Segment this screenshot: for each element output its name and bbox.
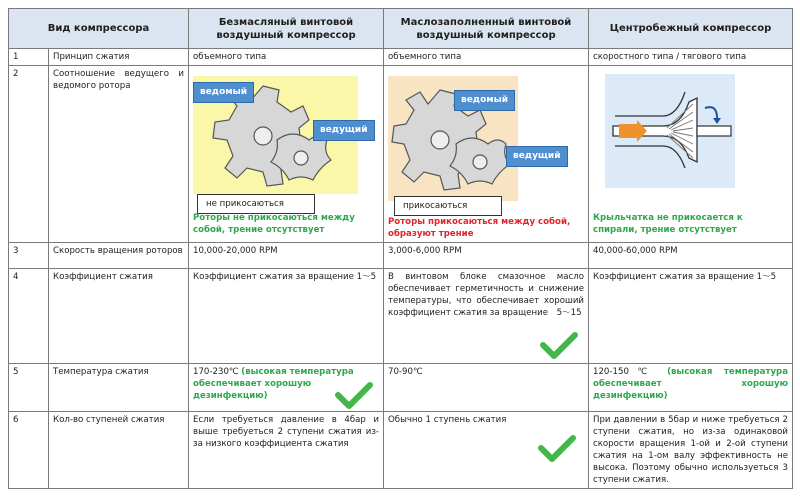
row-number: 3 bbox=[9, 243, 49, 269]
callout-not-touching: не прикосаються bbox=[197, 194, 315, 214]
cell-oilflooded: 70-90℃ bbox=[384, 364, 589, 412]
cell-centrifugal bbox=[589, 364, 793, 412]
row-label: Принцип сжатия bbox=[49, 49, 189, 66]
temp-value: 170-230℃ bbox=[193, 367, 239, 377]
oilflooded-text: В винтовом блоке смазочное масло обеспечивает герметичность и снижение температуры, что обеспечивает хороший коэффициент сжатия за вращение 5～15 bbox=[388, 272, 584, 318]
tag-driving: ведущий bbox=[506, 146, 568, 167]
callout-touching: прикосаються bbox=[394, 196, 502, 216]
row-label: Соотношение ведущего и ведомого ротора bbox=[49, 66, 189, 243]
row-label: Коэффициент сжатия bbox=[49, 269, 189, 364]
table-row bbox=[9, 364, 793, 412]
tag-driven: ведомый bbox=[454, 90, 515, 111]
cell-oilflooded: 3,000-6,000 RPM bbox=[384, 243, 589, 269]
cell-centrifugal: При давлении в 5бар и ниже требуеться 2 ступени сжатия, но из-за одинаковой скорости вращения 1-ой и 2-ой ступени сжатия на 1-ом валу эффективность не высока. Поэтому обычно используеться 3 ступени сжатия. bbox=[589, 412, 793, 489]
checkmark-icon bbox=[335, 381, 373, 409]
cell-oilfree: объемного типа bbox=[189, 49, 384, 66]
row-number: 5 bbox=[9, 364, 49, 412]
cell-centrifugal-diagram bbox=[589, 66, 793, 243]
cell-centrifugal: Коэффициент сжатия за вращение 1～5 bbox=[589, 269, 793, 364]
impeller-diagram bbox=[593, 68, 788, 208]
temp-value: 120-150℃ bbox=[593, 367, 656, 377]
cell-oilfree bbox=[189, 364, 384, 412]
cell-oilflooded bbox=[384, 412, 589, 489]
note-centrifugal: Крыльчатка не прикосается к спирали, трение отсутствует bbox=[593, 213, 743, 235]
row-number: 6 bbox=[9, 412, 49, 489]
header-centrifugal: Центробежный компрессор bbox=[589, 9, 793, 49]
row-number: 4 bbox=[9, 269, 49, 364]
cell-oilflooded: объемного типа bbox=[384, 49, 589, 66]
row-label: Температура сжатия bbox=[49, 364, 189, 412]
tag-driving: ведущий bbox=[313, 120, 375, 141]
cell-centrifugal: скоростного типа / тягового типа bbox=[589, 49, 793, 66]
checkmark-icon bbox=[540, 331, 578, 359]
tag-driven: ведомый bbox=[193, 82, 254, 103]
row-label: Скорость вращения роторов bbox=[49, 243, 189, 269]
cell-oilfree: Коэффициент сжатия за вращение 1～5 bbox=[189, 269, 384, 364]
row-number: 2 bbox=[9, 66, 49, 243]
checkmark-icon bbox=[538, 434, 576, 462]
temp-note: (высокая температура обеспечивает хорошую дезинфекцию) bbox=[193, 367, 354, 401]
header-row bbox=[9, 9, 793, 49]
table-row bbox=[9, 49, 793, 66]
cell-oilfree: Если требуеться давление в 4бар и выше требуеться 2 ступени сжатия из-за низкого коэффициента сжатия bbox=[189, 412, 384, 489]
cell-oilflooded bbox=[384, 269, 589, 364]
oilflooded-rotor-diagram bbox=[388, 68, 583, 208]
cell-centrifugal: 40,000-60,000 RPM bbox=[589, 243, 793, 269]
cell-oilfree-diagram bbox=[189, 66, 384, 243]
row-label: Кол-во ступеней сжатия bbox=[49, 412, 189, 489]
table-row bbox=[9, 412, 793, 489]
header-oilflooded: Маслозаполненный винтовой воздушный компрессор bbox=[384, 9, 589, 49]
header-type: Вид компрессора bbox=[9, 9, 189, 49]
note-oilfree: Роторы не прикосаються между собой, трение отсутствует bbox=[193, 213, 355, 235]
table-row bbox=[9, 243, 793, 269]
note-oilflooded: Роторы прикосаються между собой, образуют трение bbox=[388, 217, 571, 239]
cell-oilflooded-diagram bbox=[384, 66, 589, 243]
table-row bbox=[9, 269, 793, 364]
row-number: 1 bbox=[9, 49, 49, 66]
header-oilfree: Безмасляный винтовой воздушный компрессор bbox=[189, 9, 384, 49]
cell-oilfree: 10,000-20,000 RPM bbox=[189, 243, 384, 269]
comparison-table bbox=[8, 8, 793, 489]
oilflooded-text: Обычно 1 ступень сжатия bbox=[388, 415, 507, 425]
table-row bbox=[9, 66, 793, 243]
temp-note: (высокая температура обеспечивает хорошую дезинфекцию) bbox=[593, 367, 789, 401]
